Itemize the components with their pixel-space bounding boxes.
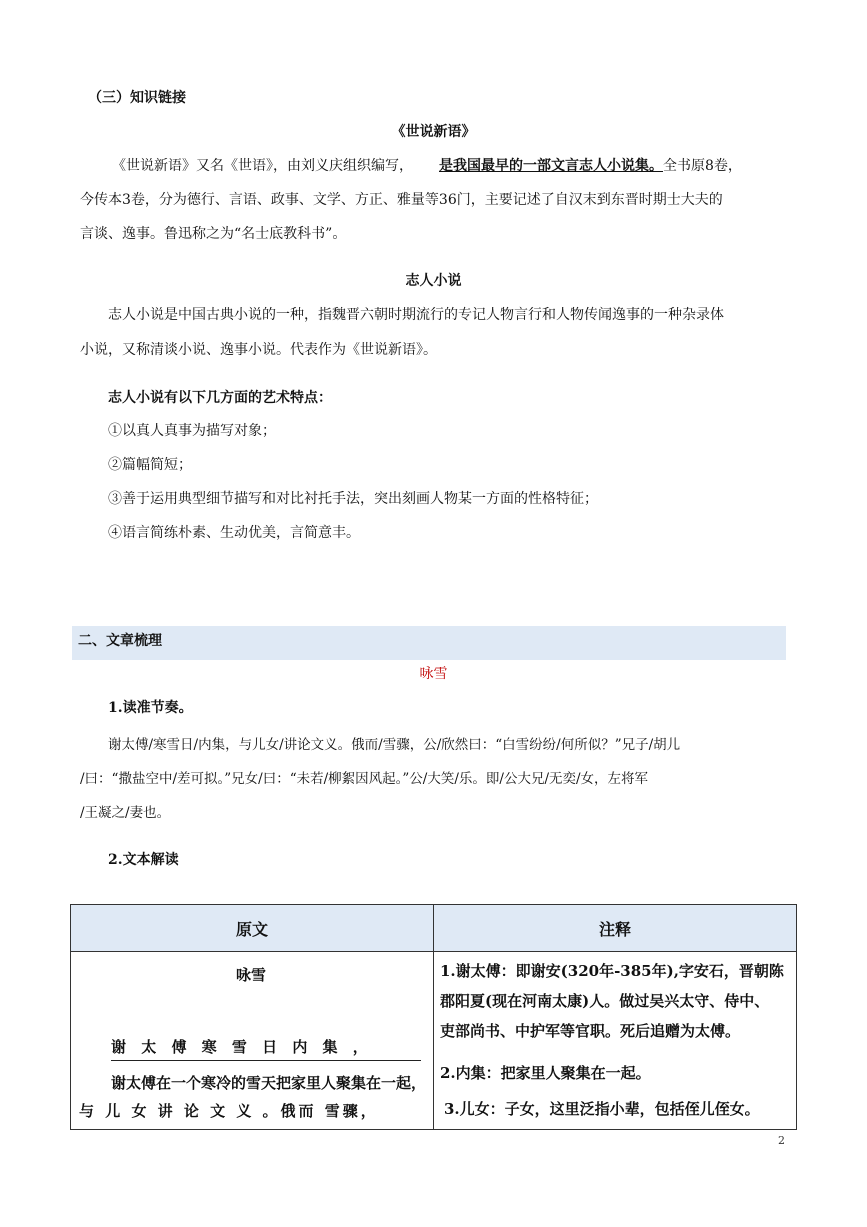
features-heading: 志人小说有以下几方面的艺术特点： [108,390,332,406]
section-heading-knowledge: （三）知识链接 [88,90,186,106]
original-line: 与 儿 女 讲 论 文 义 。俄而 雪骤， [79,1102,379,1120]
rhythm-heading: 1.读准节奏。 [108,700,193,716]
text-title: 咏雪 [419,666,448,682]
section-heading-outline: 二、文章梳理 [78,633,162,649]
feature-item: ①以真人真事为描写对象； [108,423,276,439]
original-text-cell [71,952,434,1130]
book-p1-emphasis: 是我国最早的一部文言志人小说集。 [439,158,663,174]
translation-line: 谢太傅在一个寒冷的雪天把家里人聚集在一起， [111,1074,427,1092]
book-paragraph-line2: 今传本3卷，分为德行、言语、政事、文学、方正、雅量等36门，主要记述了自汉末到东晋时期士大夫的 [80,192,723,208]
rhythm-line: /王凝之/妻也。 [80,805,171,821]
book-paragraph-line3: 言谈、逸事。鲁迅称之为“名士底教科书”。 [80,226,347,242]
text-interpretation-table [70,904,797,1130]
note-line: 郡阳夏(现在河南太康)人。做过吴兴太守、侍中、 [440,992,770,1010]
column-header-notes: 注释 [434,905,797,952]
genre-paragraph-line2: 小说，又称清谈小说、逸事小说。代表作为《世说新语》。 [80,342,437,358]
column-header-original: 原文 [71,905,434,952]
section-band [72,626,786,660]
note-line: 吏部尚书、中护军等官职。死后追赠为太傅。 [440,1022,741,1040]
book-paragraph-line1 [112,156,742,176]
book-p1-c: 全书原8卷， [663,158,742,174]
original-title: 咏雪 [235,966,266,984]
interpret-heading: 2.文本解读 [108,852,179,868]
notes-cell [434,952,797,1130]
book-p1-a: 《世说新语》又名《世语》，由刘义庆组织编写， [112,158,413,174]
original-line-underline [111,1060,421,1061]
page-number: 2 [778,1134,785,1147]
note-line: 1.谢太傅：即谢安(320年-385年),字安石，晋朝陈 [440,962,784,980]
feature-item: ③善于运用典型细节描写和对比衬托手法，突出刻画人物某一方面的性格特征； [108,491,598,507]
feature-item: ②篇幅简短； [108,457,192,473]
note-line: 2.内集：把家里人聚集在一起。 [440,1064,651,1082]
genre-paragraph-line1: 志人小说是中国古典小说的一种，指魏晋六朝时期流行的专记人物言行和人物传闻逸事的一种杂录体 [108,307,724,323]
genre-title: 志人小说 [405,273,462,289]
rhythm-line: /曰：“撒盐空中/差可拟。”兄女/曰：“未若/柳絮因风起。”公/大笑/乐。即/公大兄/无奕/女，左将军 [80,771,649,787]
book-title: 《世说新语》 [391,124,476,140]
feature-item: ④语言简练朴素、生动优美，言简意丰。 [108,525,360,541]
rhythm-line: 谢太傅/寒雪日/内集，与儿女/讲论文义。俄而/雪骤，公/欣然曰：“白雪纷纷/何所似？”兄子/胡儿 [108,737,681,753]
note-line: 3.儿女：子女，这里泛指小辈，包括侄儿侄女。 [444,1100,760,1118]
original-line: 谢 太 傅 寒 雪 日 内 集 ， [111,1038,373,1056]
